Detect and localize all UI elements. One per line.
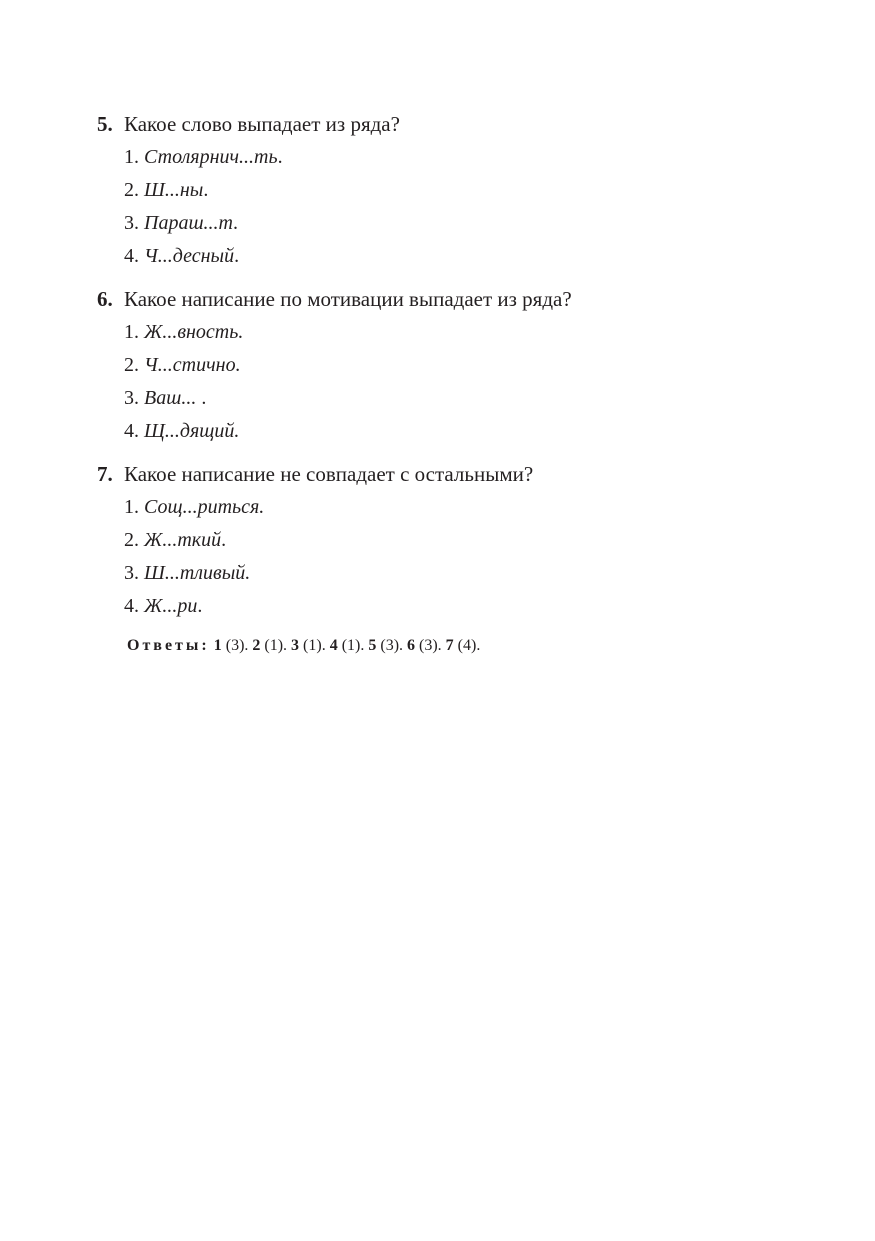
answer-number: 1	[213, 637, 222, 654]
question-5	[97, 112, 817, 268]
option-item	[97, 419, 817, 443]
option-word: Параш...т	[144, 212, 233, 234]
option-end: .	[232, 212, 238, 234]
option-index: 3.	[124, 212, 139, 234]
question-text: Какое написание не совпадает с остальными?	[124, 462, 534, 486]
option-index: 1.	[124, 146, 139, 168]
question-heading	[97, 287, 817, 311]
option-item	[97, 594, 817, 618]
option-word: Ваш...	[144, 387, 197, 409]
option-word: Ш...ны	[144, 179, 204, 201]
option-end: .	[203, 179, 209, 201]
option-index: 1.	[124, 496, 139, 518]
answer-value: (1).	[341, 637, 365, 654]
option-word: Столярнич...ть	[144, 146, 278, 168]
option-index: 4.	[124, 245, 139, 267]
option-index: 3.	[124, 387, 139, 409]
option-word: Ч...десный	[144, 245, 235, 267]
option-list	[97, 495, 817, 618]
answer-number: 7	[445, 637, 454, 654]
option-item	[97, 386, 817, 410]
question-number: 5.	[97, 112, 113, 136]
option-item	[97, 244, 817, 268]
question-text: Какое написание по мотивации выпадает из ряда?	[124, 287, 572, 311]
answer-value: (4).	[457, 637, 481, 654]
answer-number: 2	[252, 637, 261, 654]
question-number: 7.	[97, 462, 113, 486]
option-word: Ш...тливый.	[144, 562, 251, 584]
question-7	[97, 462, 817, 618]
option-index: 4.	[124, 595, 139, 617]
option-word: Ч...стично.	[144, 354, 241, 376]
answer-value: (3).	[419, 637, 442, 654]
option-word: Ж...вность.	[144, 321, 244, 343]
question-heading	[97, 112, 817, 136]
option-word: Сощ...риться.	[144, 496, 265, 518]
answer-number: 5	[368, 637, 377, 654]
question-heading	[97, 462, 817, 486]
option-index: 2.	[124, 354, 139, 376]
option-item	[97, 320, 817, 344]
option-end: .	[234, 245, 240, 267]
option-end: .	[221, 529, 227, 551]
answer-number: 3	[291, 637, 300, 654]
question-6	[97, 287, 817, 443]
option-word: Ж...ри	[144, 595, 198, 617]
answer-value: (1).	[303, 637, 326, 654]
option-list	[97, 145, 817, 268]
option-index: 4.	[124, 420, 139, 442]
question-number: 6.	[97, 287, 113, 311]
option-index: 2.	[124, 529, 139, 551]
option-item	[97, 561, 817, 585]
option-index: 2.	[124, 179, 139, 201]
option-index: 3.	[124, 562, 139, 584]
option-item	[97, 211, 817, 235]
option-item	[97, 145, 817, 169]
answer-value: (3).	[225, 637, 249, 654]
option-item	[97, 178, 817, 202]
answer-value: (3).	[380, 637, 404, 654]
option-end: .	[196, 387, 207, 409]
option-word: Щ...дящий.	[144, 420, 240, 442]
option-item	[97, 353, 817, 377]
answer-number: 6	[407, 637, 416, 654]
answer-value: (1).	[264, 637, 288, 654]
option-index: 1.	[124, 321, 139, 343]
option-list	[97, 320, 817, 443]
option-item	[97, 495, 817, 519]
option-word: Ж...ткий	[144, 529, 222, 551]
answer-number: 4	[329, 637, 338, 654]
question-text: Какое слово выпадает из ряда?	[124, 112, 400, 136]
answers-line	[127, 635, 480, 657]
option-item	[97, 528, 817, 552]
option-end: .	[277, 146, 283, 168]
option-end: .	[197, 595, 203, 617]
answers-label: Ответы:	[127, 637, 210, 654]
